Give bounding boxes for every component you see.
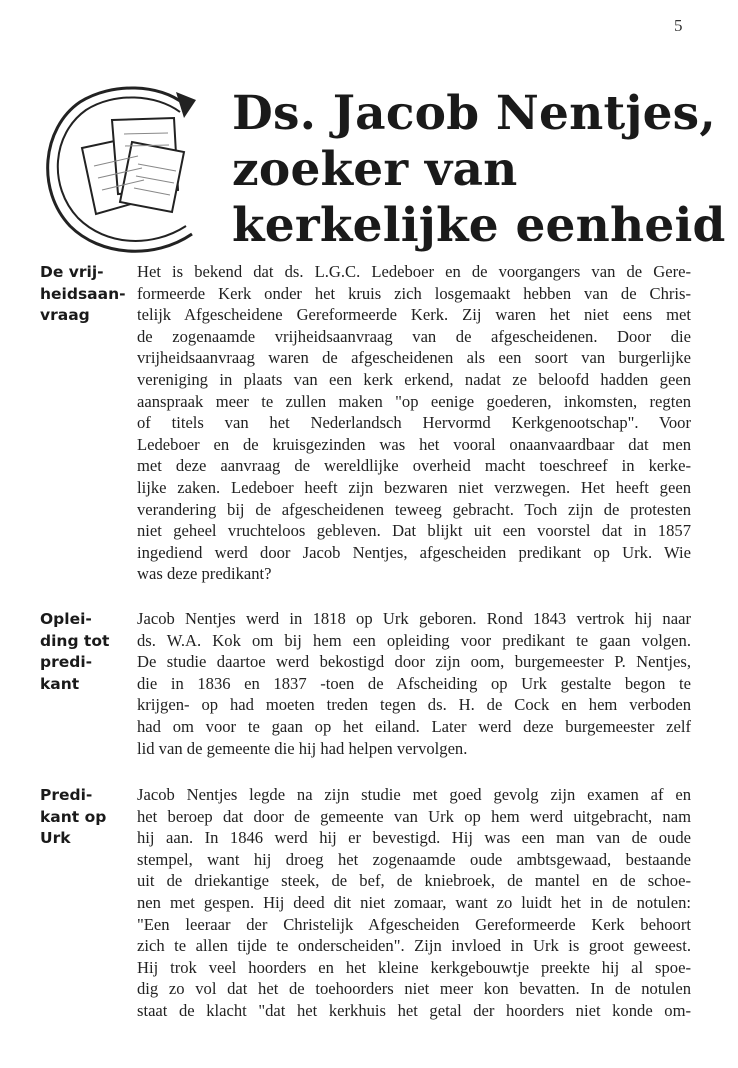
- heading-line: vraag: [40, 306, 90, 324]
- body-line: Hij trok veel hoorders en het kleine kerkgebouwtje preekte hij al spoe-: [137, 957, 691, 977]
- body-line: stempel, want hij droeg het zogenaamde oude ambtsgewaad, bestaande: [137, 849, 691, 869]
- page-number: 5: [674, 16, 683, 35]
- body-line: ingediend werd door Jacob Nentjes, afgescheiden predikant op Urk. Wie: [137, 542, 691, 562]
- body-line: krijgen- op had moeten treden tegen ds. H. de Cock en hem verboden: [137, 695, 691, 715]
- body-line: die in 1836 en 1837 -toen de Afscheiding op Urk gestalte begon te: [137, 673, 691, 693]
- section-heading: [40, 609, 132, 695]
- heading-line: kant op: [40, 807, 107, 826]
- title-line: Ds. Jacob Nentjes,: [232, 86, 716, 141]
- heading-line: kant: [40, 674, 80, 693]
- body-line: vereniging in plaats van een kerk erkend, nadat ze beloofd hadden geen: [137, 369, 691, 389]
- section-body: [137, 261, 691, 585]
- heading-line: predi-: [40, 653, 93, 671]
- body-line: Het is bekend dat ds. L.G.C. Ledeboer en de voorgangers van de Gere-: [137, 262, 691, 281]
- body-line: Jacob Nentjes legde na zijn studie met goed gevolg zijn examen af en: [137, 785, 691, 804]
- body-line: staat de klacht "dat het kerkhuis het getal der hoorders niet konde om-: [137, 1000, 691, 1020]
- heading-line: Urk: [40, 829, 71, 847]
- body-line: formeerde Kerk onder het kruis zich losgemaakt hebben van de Chris-: [137, 283, 691, 303]
- church-papers-logo-icon: [34, 78, 222, 260]
- heading-line: Predi-: [40, 786, 93, 804]
- section-heading: [40, 262, 132, 327]
- section-heading: [40, 785, 132, 850]
- body-line: vrijheidsaanvraag waren de afgescheidenen als een soort van burgerlijke: [137, 348, 691, 368]
- body-line: hij aan. In 1846 werd hij er bevestigd. Hij was een man van de oude: [137, 828, 691, 848]
- article-title: [232, 86, 726, 254]
- body-line: aanspraak meer te zullen maken "op eenige goederen, inkomsten, regten: [137, 391, 691, 411]
- body-line: dig zo vol dat het de toehoorders niet meer kon bevatten. In de notulen: [137, 979, 691, 999]
- body-line: de zogenaamde vrijheidsaanvraag van de afgescheidenen. Door die: [137, 326, 691, 346]
- body-line: ds. W.A. Kok om bij hem een opleiding voor predikant te gaan volgen.: [137, 630, 691, 650]
- heading-line: ding tot: [40, 631, 110, 650]
- body-line: nen met gespen. Hij deed dit niet zomaar, want zo luidt het in de notulen:: [137, 892, 691, 912]
- heading-line: De vrij-: [40, 263, 104, 281]
- body-line: of titels van het Nederlandsch Hervormd Kerkgenootschap". Voor: [137, 413, 691, 433]
- body-line: met deze aanvraag de wereldlijke overheid macht toeschreef in kerke-: [137, 456, 691, 476]
- body-line: verandering bij de afgescheidenen teweeg gebracht. Toch zijn de protesten: [137, 499, 691, 519]
- body-line: Ledeboer en de kruisgezinden was het vooral onaanvaardbaar dat men: [137, 434, 691, 454]
- title-line: zoeker van: [232, 142, 518, 197]
- title-line: kerkelijke eenheid: [232, 198, 726, 253]
- body-line: uit de driekantige steek, de bef, de kniebroek, de mantel en de schoe-: [137, 871, 691, 891]
- body-line: lijke zaken. Ledeboer heeft zijn bezwaren niet verzwegen. Het heeft geen: [137, 477, 691, 497]
- section-body: [137, 608, 691, 759]
- body-line: niet geheel vruchteloos gebleven. Dat blijkt uit een voorstel dat in 1857: [137, 521, 691, 541]
- heading-line: Oplei-: [40, 610, 92, 628]
- section-body: [137, 784, 691, 1022]
- body-line: het beroep dat door de gemeente van Urk op hem werd uitgebracht, nam: [137, 806, 691, 826]
- heading-line: heidsaan-: [40, 284, 126, 303]
- body-line: zich te allen tijde te onderscheiden". Zijn invloed in Urk is groot geweest.: [137, 936, 691, 956]
- body-line: was deze predikant?: [137, 564, 272, 584]
- body-line: lid van de gemeente die hij had helpen vervolgen.: [137, 738, 468, 758]
- body-line: De studie daartoe werd bekostigd door zijn oom, burgemeester P. Nentjes,: [137, 652, 691, 672]
- body-line: telijk Afgescheidene Gereformeerde Kerk. Zij waren het niet eens met: [137, 305, 691, 325]
- body-line: "Een leeraar der Christelijk Afgescheiden Gereformeerde Kerk behoort: [137, 914, 691, 934]
- body-line: had om voor te gaan op het eiland. Later werd deze burgemeester zelf: [137, 716, 691, 736]
- body-line: Jacob Nentjes werd in 1818 op Urk geboren. Rond 1843 vertrok hij naar: [137, 609, 691, 628]
